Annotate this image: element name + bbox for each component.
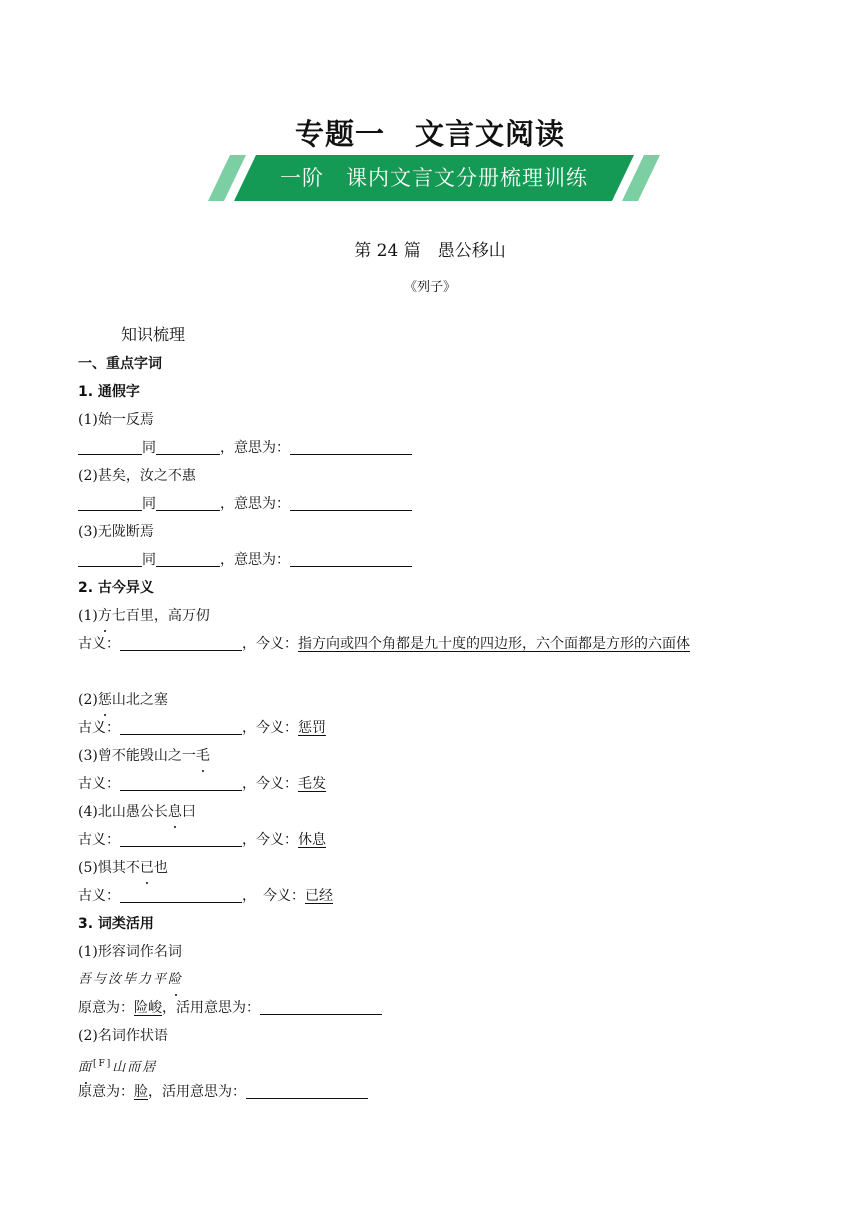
dotted-word: 方 bbox=[98, 602, 112, 630]
answer-blank[interactable] bbox=[290, 494, 412, 511]
answer-blank[interactable] bbox=[260, 998, 382, 1015]
banner-title: 一阶 课内文言文分册梳理训练 bbox=[280, 166, 588, 190]
answer-line: 古义： ，今义：惩罚 bbox=[78, 720, 326, 736]
answer-blank[interactable] bbox=[78, 494, 142, 511]
example-sentence: 面[F]山而居 bbox=[78, 1050, 818, 1078]
subsection-title: 1. 通假字 bbox=[78, 384, 140, 400]
dotted-word: 面 bbox=[78, 1054, 93, 1082]
dotted-word: 毛 bbox=[196, 742, 210, 770]
answer-blank[interactable] bbox=[290, 438, 412, 455]
subsection-title: 3. 词类活用 bbox=[78, 916, 154, 932]
question: (3)无陇断焉 bbox=[78, 524, 154, 540]
question: (1)方七百里，高万仞 bbox=[78, 602, 818, 630]
answer-blank[interactable] bbox=[120, 774, 242, 791]
subsection-title: 2. 古今异义 bbox=[78, 580, 154, 596]
original-meaning: 险峻 bbox=[134, 1000, 162, 1016]
answer-blank[interactable] bbox=[156, 494, 220, 511]
modern-meaning: 毛发 bbox=[298, 776, 326, 792]
modern-meaning: 惩罚 bbox=[298, 720, 326, 736]
answer-blank[interactable] bbox=[156, 550, 220, 567]
modern-meaning: 休息 bbox=[298, 832, 326, 848]
question: (3)曾不能毁山之一毛 bbox=[78, 742, 818, 770]
part-heading: 一、重点字词 bbox=[78, 356, 162, 372]
lesson-source: 《列子》 bbox=[403, 280, 456, 295]
modern-meaning: 已经 bbox=[305, 888, 333, 904]
lesson-title: 第 24 篇 愚公移山 bbox=[354, 241, 506, 261]
answer-blank[interactable] bbox=[78, 550, 142, 567]
answer-line: 原意为：险峻，活用意思为： bbox=[78, 994, 818, 1022]
page-title: 专题一 文言文阅读 bbox=[294, 117, 565, 151]
dotted-word: 已 bbox=[140, 854, 154, 882]
dotted-word: 息 bbox=[168, 798, 182, 826]
answer-blank[interactable] bbox=[120, 886, 242, 903]
answer-blank[interactable] bbox=[120, 634, 242, 651]
dotted-word: 惩 bbox=[98, 686, 112, 714]
annotation-mark: [F] bbox=[93, 1059, 113, 1069]
question: (2)名词作状语 bbox=[78, 1028, 168, 1044]
worksheet-content bbox=[78, 350, 818, 1106]
answer-line: 同 ，意思为： bbox=[78, 490, 818, 518]
answer-blank[interactable] bbox=[78, 438, 142, 455]
question: (5)惧其不已也 bbox=[78, 854, 818, 882]
answer-blank[interactable] bbox=[156, 438, 220, 455]
modern-meaning: 指方向或四个角都是九十度的四边形，六个面都是方形的六面体 bbox=[298, 636, 690, 652]
dotted-word: 险 bbox=[168, 966, 183, 994]
section-heading: 知识梳理 bbox=[121, 325, 186, 344]
answer-line: 古义： ，今义：指方向或四个角都是九十度的四边形，六个面都是方形的六面体 bbox=[78, 636, 690, 652]
answer-line: 同 ，意思为： bbox=[78, 546, 818, 574]
answer-line: 同 ，意思为： bbox=[78, 434, 818, 462]
question: (4)北山愚公长息曰 bbox=[78, 798, 818, 826]
original-meaning: 脸 bbox=[134, 1084, 148, 1100]
answer-blank[interactable] bbox=[120, 830, 242, 847]
question: (2)惩山北之塞 bbox=[78, 686, 818, 714]
example-sentence: 吾与汝毕力平险 bbox=[78, 966, 818, 994]
question: (1)始一反焉 bbox=[78, 412, 154, 428]
answer-line: 古义： ，今义：毛发 bbox=[78, 776, 326, 792]
answer-line: 古义： ，今义：休息 bbox=[78, 832, 326, 848]
answer-blank[interactable] bbox=[246, 1082, 368, 1099]
answer-line: 原意为：脸，活用意思为： bbox=[78, 1078, 818, 1106]
answer-blank[interactable] bbox=[120, 718, 242, 735]
question: (2)甚矣，汝之不惠 bbox=[78, 468, 196, 484]
answer-blank[interactable] bbox=[290, 550, 412, 567]
answer-line: 古义： ， 今义：已经 bbox=[78, 888, 333, 904]
question: (1)形容词作名词 bbox=[78, 944, 182, 960]
